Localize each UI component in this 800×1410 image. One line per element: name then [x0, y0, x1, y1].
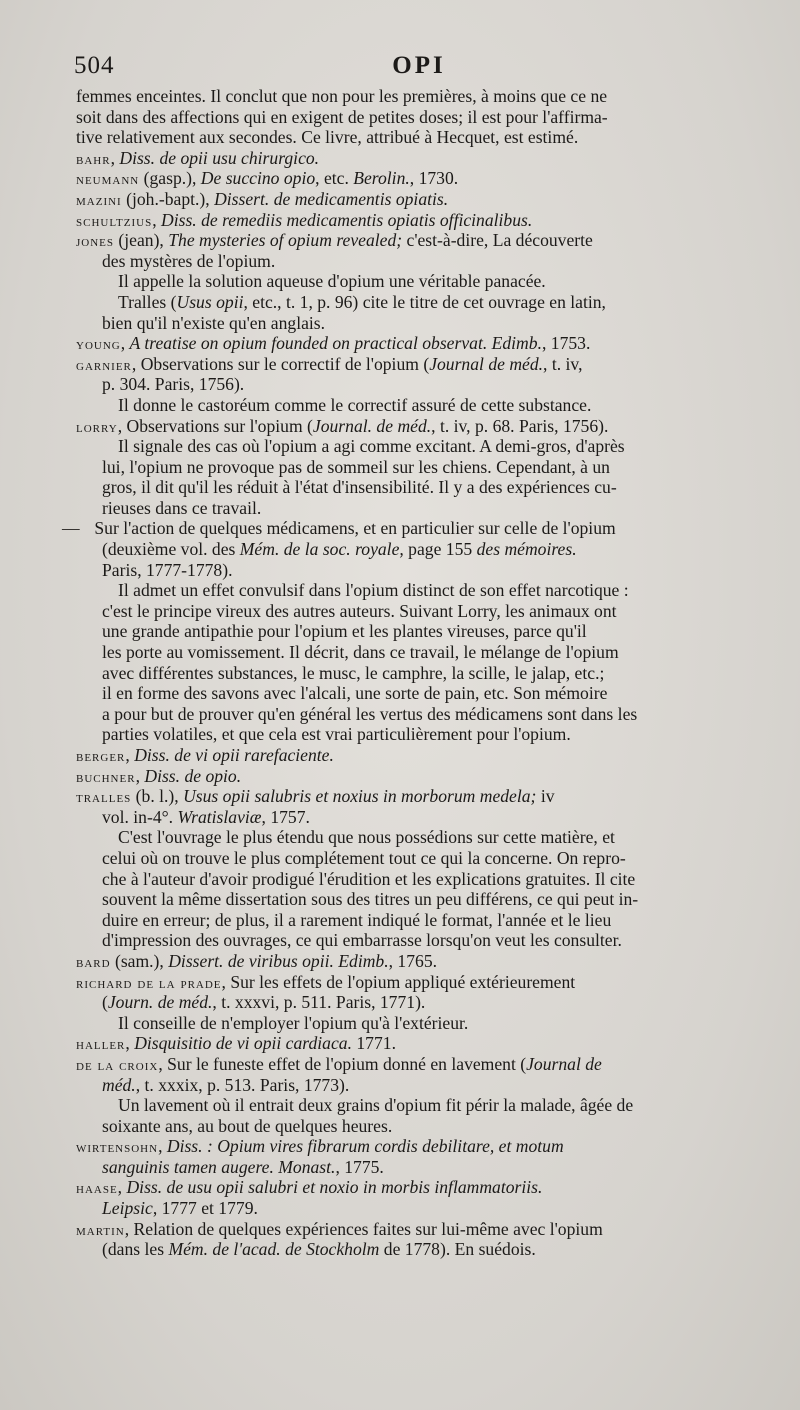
italic-title: sanguinis tamen augere. Monast.	[102, 1156, 336, 1177]
text-segment: les porte au vomissement. Il décrit, dans ce travail, le mélange de l'opium	[102, 642, 619, 663]
text-line	[76, 1157, 766, 1178]
author-name: haase	[76, 1180, 118, 1198]
text-line	[76, 251, 766, 272]
text-line	[76, 930, 766, 951]
italic-title: Journal de	[526, 1053, 602, 1074]
text-line	[76, 313, 766, 334]
italic-title: Journ. de méd.	[107, 992, 213, 1013]
text-segment: (dans les	[102, 1239, 169, 1260]
text-segment: , Observations sur l'opium (	[117, 415, 313, 436]
text-segment: p. 304. Paris, 1756).	[102, 374, 245, 395]
page-header	[74, 52, 764, 88]
text-segment: lui, l'opium ne provoque pas de sommeil sur les chiens. Cependant, à un	[102, 456, 610, 477]
text-line	[76, 992, 766, 1013]
italic-title: Diss. de vi opii rarefaciente.	[134, 745, 334, 765]
italic-title: Usus opii salubris et noxius in morborum medela;	[183, 786, 537, 807]
page-number: 504	[74, 52, 115, 79]
italic-title: Diss. de remediis medicamentis opiatis officinalibus.	[161, 209, 533, 230]
text-line	[76, 271, 766, 292]
text-line	[76, 642, 766, 663]
text-segment: (deuxième vol. des	[102, 539, 240, 560]
text-segment: , Sur le funeste effet de l'opium donné en lavement (	[158, 1053, 527, 1074]
text-segment: celui où on trouve le plus complétement tout ce qui la concerne. On repro-	[102, 847, 626, 868]
text-segment: ,	[135, 765, 145, 786]
italic-title: Berolin.	[353, 168, 410, 189]
italic-title: A treatise on opium founded on practical observat. Edimb.	[129, 333, 542, 354]
author-name: tralles	[76, 789, 132, 807]
text-line	[76, 724, 766, 745]
text-segment: de 1778). En suédois.	[379, 1239, 536, 1260]
author-name: lorry	[76, 418, 118, 436]
text-segment: Il donne le castoréum comme le correctif assuré de cette substance.	[118, 394, 592, 415]
text-segment: Il admet un effet convulsif dans l'opium distinct de son effet narcotique :	[118, 580, 629, 601]
text-segment: che à l'auteur d'avoir prodigué l'érudition et les explications gratuites. Il cite	[102, 868, 636, 889]
text-segment: souvent la même dissertation sous des titres un peu différens, ce qui peut in-	[102, 889, 639, 910]
text-line	[76, 333, 766, 354]
text-segment: , etc.	[315, 168, 354, 189]
text-segment: , 1757.	[261, 806, 310, 827]
text-segment: iv	[536, 786, 555, 807]
text-line	[76, 107, 766, 128]
text-segment: tive relativement aux secondes. Ce livre, attribué à Hecquet, est estimé.	[76, 127, 579, 148]
text-segment: c'est-à-dire, La découverte	[402, 230, 593, 251]
author-name: mazini	[76, 191, 122, 209]
text-segment: (jean),	[114, 230, 169, 251]
text-line	[76, 560, 766, 581]
text-segment: une grande antipathie pour l'opium et les plantes vireuses, parce qu'il	[102, 621, 587, 642]
text-segment: Il appelle la solution aqueuse d'opium une véritable panacée.	[118, 271, 546, 292]
italic-title: Diss. de usu opii salubri et noxio in morbis inflammatoriis.	[126, 1177, 543, 1198]
text-segment: (	[102, 992, 108, 1013]
text-line	[76, 704, 766, 725]
text-segment: a pour but de prouver qu'en général les vertus des médicamens sont dans les	[102, 703, 638, 724]
italic-title: Dissert. de viribus opii. Edimb.	[168, 950, 389, 971]
author-name: young	[76, 336, 121, 354]
text-segment: , Relation de quelques expériences faites sur lui-même avec l'opium	[124, 1218, 603, 1239]
author-name: de la croix	[76, 1056, 159, 1074]
text-segment: Il signale des cas où l'opium a agi comme excitant. A demi-gros, d'après	[118, 436, 625, 457]
text-segment: page 155	[403, 539, 477, 560]
text-line	[76, 972, 766, 993]
text-segment: ,	[158, 1136, 167, 1157]
text-segment: , etc., t. 1, p. 96) cite le titre de cet ouvrage en latin,	[243, 291, 606, 312]
text-line	[76, 766, 766, 787]
text-segment: soit dans des affections qui en exigent de petites doses; il est pour l'affirma-	[76, 106, 608, 127]
text-line	[62, 518, 766, 539]
text-line	[76, 210, 766, 231]
text-segment: parties volatiles, et que cela est vrai particulièrement pour l'opium.	[102, 724, 571, 745]
text-line	[76, 807, 766, 828]
text-segment: Paris, 1777-1778).	[102, 559, 233, 580]
text-segment: rieuses dans ce travail.	[102, 497, 262, 518]
text-line	[76, 457, 766, 478]
text-line	[76, 127, 766, 148]
text-segment: (sam.),	[110, 950, 169, 971]
text-line	[76, 951, 766, 972]
text-segment: , t. xxxvi, p. 511. Paris, 1771).	[212, 992, 426, 1013]
text-segment: (b. l.),	[131, 786, 184, 807]
text-line	[76, 745, 766, 766]
italic-title: Wratislaviæ	[177, 806, 262, 827]
text-line	[76, 189, 766, 210]
text-segment: ,	[152, 209, 162, 230]
text-segment: Un lavement où il entrait deux grains d'opium fit périr la malade, âgée de	[118, 1095, 634, 1116]
text-line	[76, 1033, 766, 1054]
text-line	[76, 601, 766, 622]
text-segment: gros, il dit qu'il les réduit à l'état d'insensibilité. Il y a des expériences cu-	[102, 477, 617, 498]
italic-title: The mysteries of opium revealed;	[168, 230, 403, 251]
body-text	[62, 86, 766, 1260]
text-line	[76, 1136, 766, 1157]
text-line	[76, 230, 766, 251]
text-segment: , t. xxxix, p. 513. Paris, 1773).	[135, 1074, 350, 1095]
text-line	[76, 786, 766, 807]
italic-title: Diss. : Opium vires fibrarum cordis debilitare, et motum	[166, 1136, 564, 1157]
text-segment: , Observations sur le correctif de l'opium (	[131, 353, 430, 374]
text-line	[76, 1116, 766, 1137]
author-name: jones	[76, 233, 115, 251]
author-name: schultzius	[76, 212, 153, 230]
text-line	[76, 848, 766, 869]
text-segment: , t. iv, p. 68. Paris, 1756).	[431, 415, 609, 436]
italic-title: Leipsic	[102, 1198, 153, 1219]
running-head: OPI	[392, 52, 446, 79]
italic-title: Disquisitio de vi opii cardiaca.	[134, 1033, 352, 1054]
text-line	[76, 1095, 766, 1116]
text-segment: , Sur les effets de l'opium appliqué extérieurement	[221, 971, 576, 992]
italic-title: Diss. de opii usu chirurgico.	[119, 147, 320, 168]
text-line	[76, 1075, 766, 1096]
text-segment: ,	[125, 1033, 135, 1054]
text-line	[76, 621, 766, 642]
text-segment: c'est le principe vireux des autres auteurs. Suivant Lorry, les animaux ont	[102, 600, 617, 621]
text-segment: soixante ans, au bout de quelques heures.	[102, 1115, 393, 1136]
text-line	[76, 374, 766, 395]
text-segment: femmes enceintes. Il conclut que non pour les premières, à moins que ce ne	[76, 86, 608, 106]
text-segment: ,	[120, 333, 130, 354]
text-line	[76, 683, 766, 704]
text-line	[76, 1054, 766, 1075]
text-line	[76, 1013, 766, 1034]
text-line	[76, 1239, 766, 1260]
author-name: martin	[76, 1221, 125, 1239]
text-line	[76, 1219, 766, 1240]
author-name: bahr	[76, 150, 111, 168]
text-line	[76, 292, 766, 313]
text-segment: , 1753.	[541, 333, 591, 354]
text-line	[76, 395, 766, 416]
text-line	[76, 168, 766, 189]
text-line	[76, 477, 766, 498]
text-segment: , t. iv,	[543, 353, 583, 374]
author-name: wirtensohn	[76, 1139, 159, 1157]
italic-title: Mém. de l'acad. de Stockholm	[168, 1239, 380, 1260]
text-segment: duire en erreur; de plus, il a rarement indiqué le format, l'année et le lieu	[102, 909, 612, 930]
text-segment: (joh.-bapt.),	[121, 188, 215, 209]
italic-title: Dissert. de medicamentis opiatis.	[214, 188, 449, 209]
text-segment: , 1777 et 1779.	[152, 1198, 258, 1219]
italic-title: Usus opii	[176, 291, 244, 312]
text-line	[76, 354, 766, 375]
text-segment: —	[62, 518, 80, 539]
author-name: buchner	[76, 768, 136, 786]
text-segment: ,	[110, 147, 120, 168]
author-name: garnier	[76, 356, 132, 374]
author-name: neumann	[76, 171, 140, 189]
text-line	[76, 498, 766, 519]
text-segment: , 1730.	[409, 168, 459, 189]
author-name: berger	[76, 748, 126, 765]
text-line	[76, 1177, 766, 1198]
text-segment: C'est l'ouvrage le plus étendu que nous possédions sur cette matière, et	[118, 827, 615, 848]
italic-title: Mém. de la soc. royale,	[239, 539, 404, 560]
text-line	[76, 539, 766, 560]
text-segment: avec différentes substances, le musc, le camphre, la scille, le jalap, etc.;	[102, 662, 605, 683]
text-segment: (gasp.),	[139, 168, 201, 189]
text-line	[76, 827, 766, 848]
text-line	[76, 889, 766, 910]
text-segment: des mystères de l'opium.	[102, 250, 276, 271]
text-segment: Il conseille de n'employer l'opium qu'à l'extérieur.	[118, 1012, 469, 1033]
text-segment: bien qu'il n'existe qu'en anglais.	[102, 312, 326, 333]
text-line	[76, 869, 766, 890]
italic-title: des mémoires.	[476, 539, 577, 560]
italic-title: Journal. de méd.	[312, 415, 432, 436]
text-segment: 1771.	[351, 1033, 396, 1054]
text-segment: , 1765.	[388, 950, 438, 971]
text-line	[76, 416, 766, 437]
author-name: richard de la prade	[76, 974, 222, 992]
text-line	[76, 1198, 766, 1219]
text-segment: Sur l'action de quelques médicamens, et en particulier sur celle de l'opium	[90, 518, 616, 539]
text-segment: ,	[117, 1177, 127, 1198]
text-segment: d'impression des ouvrages, ce qui embarrasse lorsqu'on veut les consulter.	[102, 930, 622, 951]
italic-title: De succino opio	[200, 168, 316, 189]
text-line	[76, 148, 766, 169]
text-segment: il en forme des savons avec l'alcali, une sorte de pain, etc. Son mémoire	[102, 683, 608, 704]
text-segment: , 1775.	[335, 1156, 384, 1177]
text-segment: vol. in-4°.	[102, 806, 178, 827]
italic-title: Diss. de opio.	[144, 765, 242, 786]
text-segment: ,	[125, 745, 135, 765]
italic-title: méd.	[102, 1074, 136, 1095]
author-name: bard	[76, 953, 111, 971]
italic-title: Journal de méd.	[429, 353, 544, 374]
text-line	[76, 910, 766, 931]
text-line	[76, 86, 766, 107]
text-line	[76, 663, 766, 684]
author-name: haller	[76, 1036, 126, 1054]
text-line	[76, 436, 766, 457]
text-segment: Tralles (	[118, 291, 177, 312]
text-line	[76, 580, 766, 601]
